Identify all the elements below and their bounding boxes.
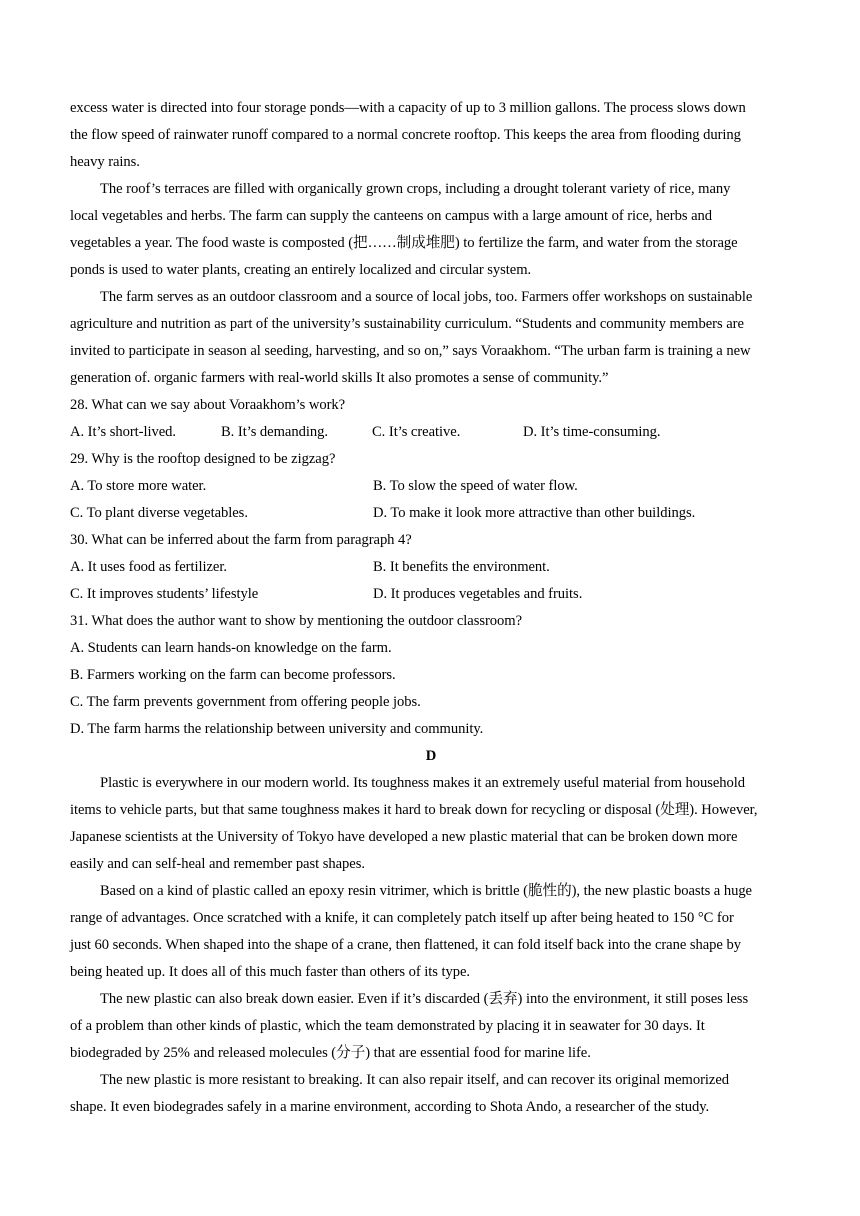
text-line: invited to participate in season al seeding, harvesting, and so on,” says Voraakhom. “The urban farm is training a new: [70, 343, 751, 359]
passage-c-paragraph-4: [70, 176, 792, 284]
text-line: easily and can self-heal and remember past shapes.: [70, 856, 365, 872]
option-c: C. It’s creative.: [372, 424, 461, 440]
exam-page: [70, 95, 792, 1121]
option-d: D. It produces vegetables and fruits.: [373, 586, 583, 602]
text-line: agriculture and nutrition as part of the university’s sustainability curriculum. “Students and community members are: [70, 316, 744, 332]
text-line: local vegetables and herbs. The farm can supply the canteens on campus with a large amount of rice, herbs and: [70, 208, 712, 224]
passage-c-paragraph-3: [70, 95, 792, 176]
passage-d-paragraph-1: [70, 770, 792, 878]
text-line: biodegraded by 25% and released molecules (分子) that are essential food for marine life.: [70, 1045, 591, 1061]
section-heading: D: [425, 748, 437, 764]
text-line: excess water is directed into four storage ponds—with a capacity of up to 3 million gallons. The process slows down: [70, 100, 746, 116]
text-line: Plastic is everywhere in our modern world. Its toughness makes it an extremely useful material from household: [100, 775, 746, 791]
text-line: being heated up. It does all of this much faster than others of its type.: [70, 964, 471, 980]
option-d: D. It’s time-consuming.: [523, 424, 661, 440]
option-row: [70, 500, 792, 527]
passage-c-paragraph-5: [70, 284, 792, 392]
option-c: C. To plant diverse vegetables.: [70, 505, 248, 521]
passage-d-paragraph-3: [70, 986, 792, 1067]
option-b: B. It’s demanding.: [221, 424, 328, 440]
option-a: A. It uses food as fertilizer.: [70, 559, 227, 575]
text-line: generation of. organic farmers with real-world skills It also promotes a sense of community.”: [70, 370, 609, 386]
option-b: B. To slow the speed of water flow.: [373, 478, 578, 494]
question-stem: 31. What does the author want to show by mentioning the outdoor classroom?: [70, 613, 523, 629]
question-29: [70, 446, 792, 527]
text-line: The new plastic can also break down easier. Even if it’s discarded (丢弃) into the environment, it still poses less: [100, 991, 749, 1007]
text-line: The farm serves as an outdoor classroom and a source of local jobs, too. Farmers offer workshops on sustainable: [100, 289, 753, 305]
text-line: The roof’s terraces are filled with organically grown crops, including a drought tolerant variety of rice, many: [100, 181, 731, 197]
passage-d-paragraph-2: [70, 878, 792, 986]
question-30: [70, 527, 792, 608]
text-line: items to vehicle parts, but that same toughness makes it hard to break down for recycling or disposal (处理). However,: [70, 802, 758, 818]
option-c: C. It improves students’ lifestyle: [70, 586, 259, 602]
option-a: A. It’s short-lived.: [70, 424, 177, 440]
option-a: A. To store more water.: [70, 478, 207, 494]
text-line: just 60 seconds. When shaped into the shape of a crane, then flattened, it can fold itself back into the crane shape by: [70, 937, 741, 953]
option-row: [70, 581, 792, 608]
question-stem: 28. What can we say about Voraakhom’s work?: [70, 397, 346, 413]
option-row: [70, 554, 792, 581]
option-c: C. The farm prevents government from offering people jobs.: [70, 694, 421, 710]
option-d: D. To make it look more attractive than other buildings.: [373, 505, 696, 521]
text-line: Based on a kind of plastic called an epoxy resin vitrimer, which is brittle (脆性的), the new plastic boasts a huge: [100, 883, 752, 899]
text-line: vegetables a year. The food waste is composted (把……制成堆肥) to fertilize the farm, and water from the storage: [70, 235, 738, 251]
text-line: of a problem than other kinds of plastic, which the team demonstrated by placing it in seawater for 30 days. It: [70, 1018, 705, 1034]
option-d: D. The farm harms the relationship between university and community.: [70, 721, 484, 737]
text-line: The new plastic is more resistant to breaking. It can also repair itself, and can recover its original memorized: [100, 1072, 730, 1088]
question-stem: 30. What can be inferred about the farm from paragraph 4?: [70, 532, 412, 548]
option-row: [70, 473, 792, 500]
question-28: [70, 392, 792, 446]
text-line: shape. It even biodegrades safely in a marine environment, according to Shota Ando, a researcher of the study.: [70, 1099, 710, 1115]
text-line: Japanese scientists at the University of Tokyo have developed a new plastic material that can be broken down more: [70, 829, 738, 845]
option-b: B. It benefits the environment.: [373, 559, 550, 575]
question-31: [70, 608, 792, 743]
text-line: the flow speed of rainwater runoff compared to a normal concrete rooftop. This keeps the area from flooding during: [70, 127, 741, 143]
text-line: heavy rains.: [70, 154, 140, 170]
question-stem: 29. Why is the rooftop designed to be zigzag?: [70, 451, 336, 467]
option-b: B. Farmers working on the farm can become professors.: [70, 667, 396, 683]
passage-d-paragraph-4: [70, 1067, 792, 1121]
option-a: A. Students can learn hands-on knowledge on the farm.: [70, 640, 392, 656]
option-row: [70, 419, 792, 446]
text-line: ponds is used to water plants, creating an entirely localized and circular system.: [70, 262, 532, 278]
text-line: range of advantages. Once scratched with a knife, it can completely patch itself up after being heated to 150 °C for: [70, 910, 734, 926]
